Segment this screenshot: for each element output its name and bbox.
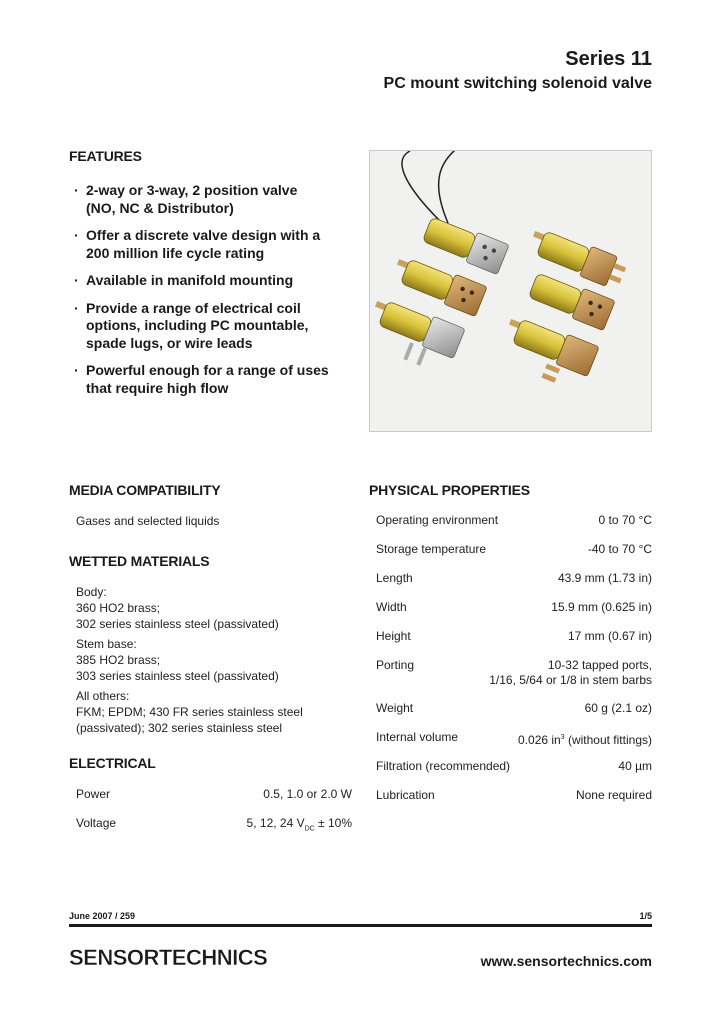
feature-text: (NO, NC & Distributor) <box>86 199 234 216</box>
prop-value <box>518 730 652 748</box>
bullet-icon: · <box>74 272 79 288</box>
feature-text: that require high flow <box>86 379 229 396</box>
bullet-icon: · <box>74 182 79 198</box>
features-list <box>74 182 354 407</box>
prop-label: Width <box>376 600 407 614</box>
prop-value-line: 1/16, 5/64 or 1/8 in stem barbs <box>489 673 652 687</box>
feature-item <box>74 362 354 397</box>
wetted-title: All others: <box>76 689 130 703</box>
power-value: 0.5, 1.0 or 2.0 W <box>263 787 352 801</box>
wetted-title: Body: <box>76 585 107 599</box>
wetted-title: Stem base: <box>76 637 137 651</box>
bullet-icon: · <box>74 299 79 316</box>
prop-value: 40 µm <box>618 759 652 773</box>
feature-text: Provide a range of electrical coil <box>86 299 301 316</box>
series-title: Series 11 <box>565 48 652 70</box>
feature-item <box>74 227 354 262</box>
logo-text: SENSORTECHNICS <box>69 945 268 970</box>
wetted-line: 360 HO2 brass; <box>76 601 161 615</box>
product-photo <box>369 150 652 432</box>
voltage-value <box>247 816 352 832</box>
prop-value-main: 0.026 in <box>518 733 561 747</box>
wire-lead <box>402 151 440 221</box>
feature-item <box>74 300 354 353</box>
wetted-group <box>76 636 279 684</box>
prop-value-suffix: (without fittings) <box>564 733 652 747</box>
prop-value: 0 to 70 °C <box>598 513 652 527</box>
wetted-line: FKM; EPDM; 430 FR series stainless steel <box>76 705 303 719</box>
prop-label: Internal volume <box>376 730 459 744</box>
feature-text: Offer a discrete valve design with a <box>86 227 321 243</box>
prop-value-superscript: 3 <box>560 734 565 741</box>
prop-label: Operating environment <box>376 513 499 527</box>
prop-value-line: 10-32 tapped ports, <box>547 658 652 672</box>
feature-text: Available in manifold mounting <box>86 272 294 288</box>
prop-label: Porting <box>376 658 415 672</box>
prop-value: 60 g (2.1 oz) <box>584 701 652 715</box>
media-heading: MEDIA COMPATIBILITY <box>69 482 221 498</box>
electrical-heading: ELECTRICAL <box>69 755 156 771</box>
footer-date: June 2007 / 259 <box>69 911 136 921</box>
prop-label: Filtration (recommended) <box>376 759 511 773</box>
voltage-tolerance: ± 10% <box>314 816 352 830</box>
valve-brass-bottom-right <box>495 312 599 393</box>
feature-text: Powerful enough for a range of uses <box>86 362 329 378</box>
prop-value: -40 to 70 °C <box>587 542 652 556</box>
prop-value: None required <box>575 788 652 802</box>
prop-row <box>376 658 652 690</box>
power-label: Power <box>76 787 111 801</box>
feature-text: options, including PC mountable, <box>86 317 309 333</box>
prop-label: Storage temperature <box>376 542 487 556</box>
solenoid-valves-illustration <box>370 151 652 432</box>
feature-text: spade lugs, or wire leads <box>86 334 253 351</box>
wetted-line: 303 series stainless steel (passivated) <box>76 669 279 683</box>
valve-steel-top <box>421 214 509 274</box>
voltage-subscript: DC <box>304 825 315 833</box>
product-subtitle: PC mount switching solenoid valve <box>383 75 652 92</box>
wetted-heading: WETTED MATERIALS <box>69 553 210 569</box>
prop-value: 15.9 mm (0.625 in) <box>551 600 652 614</box>
features-heading: FEATURES <box>69 148 142 164</box>
prop-label: Lubrication <box>376 788 435 802</box>
feature-item <box>74 272 354 290</box>
footer-divider <box>69 924 652 927</box>
prop-value: 17 mm (0.67 in) <box>567 629 652 643</box>
prop-label: Height <box>376 629 411 643</box>
media-text: Gases and selected liquids <box>76 514 220 528</box>
wetted-line: 385 HO2 brass; <box>76 653 161 667</box>
wetted-line: 302 series stainless steel (passivated) <box>76 617 279 631</box>
bullet-icon: · <box>74 362 79 378</box>
prop-value <box>489 658 652 688</box>
sensortechnics-logo <box>69 940 311 970</box>
website-link[interactable]: www.sensortechnics.com <box>480 953 652 969</box>
wetted-group <box>76 584 279 632</box>
footer-page-number: 1/5 <box>639 911 652 921</box>
bullet-icon: · <box>74 227 79 243</box>
prop-label: Length <box>376 571 413 585</box>
feature-item <box>74 182 354 217</box>
feature-text: 200 million life cycle rating <box>86 244 265 261</box>
voltage-label: Voltage <box>76 816 117 830</box>
physical-heading: PHYSICAL PROPERTIES <box>369 482 530 498</box>
wetted-group <box>76 688 303 736</box>
prop-value: 43.9 mm (1.73 in) <box>557 571 652 585</box>
voltage-value-main: 5, 12, 24 V <box>246 816 305 830</box>
wetted-line: (passivated); 302 series stainless steel <box>76 721 283 735</box>
prop-label: Weight <box>376 701 414 715</box>
feature-text: 2-way or 3-way, 2 position valve <box>86 182 298 198</box>
wire-lead <box>439 151 460 223</box>
